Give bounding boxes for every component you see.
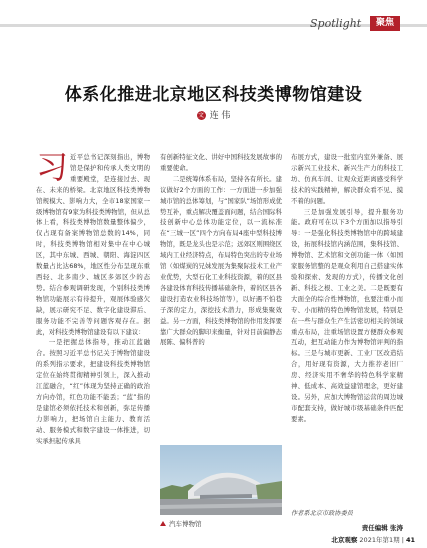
photo-caption xyxy=(160,519,282,528)
byline xyxy=(0,108,427,121)
text-column-1 xyxy=(36,152,150,514)
text-column-2 xyxy=(160,152,282,452)
section-label-cn: 聚焦 xyxy=(370,16,400,31)
footer-info xyxy=(331,535,415,544)
caption-marker-icon xyxy=(160,521,166,526)
museum-photo xyxy=(160,445,282,515)
paragraph: 近平总书记深刻指出，博物馆是保护和传承人类文明的重要殿堂，是连接过去、现在、未来的桥梁。北京地区科技类博物馆规模大、影响力大，全市18家国家一级博物馆有9家为科技类博物馆，但从总体上看，科技类博物馆数量整体偏少，仅占现有备案博物馆总数的14%，同时，科技类博物馆相对集中在中心城区，其中东城、西城、朝阳、海淀四区数量占比达68%，地区性分布呈现东重西轻、北多南少、城区多郊区少的态势。结合参观调研发现，个别科技类博物馆功能展示有待提升，观展体验感欠缺，展示研究不足、数字化建设滞后、服务功能不完善等问题客观存在。据此，对科技类博物馆建设有以下建议： xyxy=(36,153,150,336)
issue-number: 2021年第1期 xyxy=(359,536,400,544)
paragraph: 有创新特征文化、讲好中国科技发展故事的重要使命。 xyxy=(160,153,282,172)
paragraph: 布展方式，建设一批室内室外兼备、展示新兴工业技术、新兴生产力的科技工坊、仿真车间、让观众近距离感受科学技术的实践精神，解决群众看不见、摸不着的问题。 xyxy=(291,153,403,205)
drop-cap: 习 xyxy=(36,152,69,186)
paragraph: 一是把握总体指导，推动江蓝融合。按照习近平总书记关于博物馆建设的系列指示要求，把建设科技类博物馆定位在始终贯彻精神引领上，深入推动江蓝融合，“红”体现为坚持正确的政治方向办馆，红色功能不能丢；“蓝”指的是建馆必须依托技术和创新，弥足传播力影响力，把场馆自主能力、教育活动、服务模式和数字建设一体推进，切实承担起传承具 xyxy=(36,338,150,445)
footer-separator: | xyxy=(401,536,406,544)
paragraph: 三是加强发展引导，提升服务功能。政府可在以下3个方面加以指导引导：一是强化科技类博物馆中的跨域建设，拓展科技馆内涵范围，集科技馆、博物馆、艺术馆和文创功能一体（如国家服务馆整的是观众利用自己搭建实体验和探索、发现的方式），传播文化创新、科技之根、工业之美。二是既要有大面全的综合性博物馆，也要注重小而专、小而精的特色博物馆发展，特别是在一些与群众生产生活密切相关的领域重点布局，注重场馆设置方便群众参观互动，把互动能力作为博物馆评判的指标。三是与城市更新、工业厂区改造结合，用好现有资源，大力推荐老旧厂房、经济实用不奢华的特色科学家精神、低成本、高效益建馆理念，更好建设。另外，应加大博物馆运营的周边城市配套支持，做好城市级基础条件匹配要素。 xyxy=(291,207,403,423)
responsible-editor: 责任编辑 张涛 xyxy=(361,524,403,532)
text-column-3 xyxy=(291,152,403,514)
author-mark-icon: 文 xyxy=(198,112,205,119)
magazine-name: 北京观察 xyxy=(331,536,358,544)
caption-text: 汽车博物馆 xyxy=(169,520,202,528)
author-name: 连 伟 xyxy=(209,111,231,121)
section-header xyxy=(310,16,427,31)
museum-building-image xyxy=(160,445,282,515)
section-label-en: Spotlight xyxy=(310,17,362,30)
page-number: 41 xyxy=(405,536,415,544)
article-title: 体系化推进北京地区科技类博物馆建设 xyxy=(64,85,363,105)
page-footer xyxy=(0,532,427,548)
paragraph: 二是统筹体系布局，坚持各有所长。建议做好2个方面的工作：一方面进一步加强城市馆的总体筹划，与“国家队”场馆形成优势互补，重点解决覆盖面问题，结合国际科技创新中心总体功能定位，以一流标准在“三城一区”四个方向布局4座中型科技博物馆，既是龙头也是示范；远郊区则围绕区域内工业经济特点，布局特色突出的专业场馆（如煤炭的兄妹发展为集聚际技术工业产业优势，大型石化工业科技资源，着的区县各建设体育科技传播基础条件，着的区县各建设打造农业科技场馆等），以好遇不怕巷子深的定力，深挖技术潜力，形成集聚效益。另一方面，科技类博物馆的作用发挥要靠广大群众的脚印来衡量，针对目前偏静态展陈、偏科普的 xyxy=(160,174,282,347)
author-note: 作者系北京市政协委员 xyxy=(291,510,353,517)
